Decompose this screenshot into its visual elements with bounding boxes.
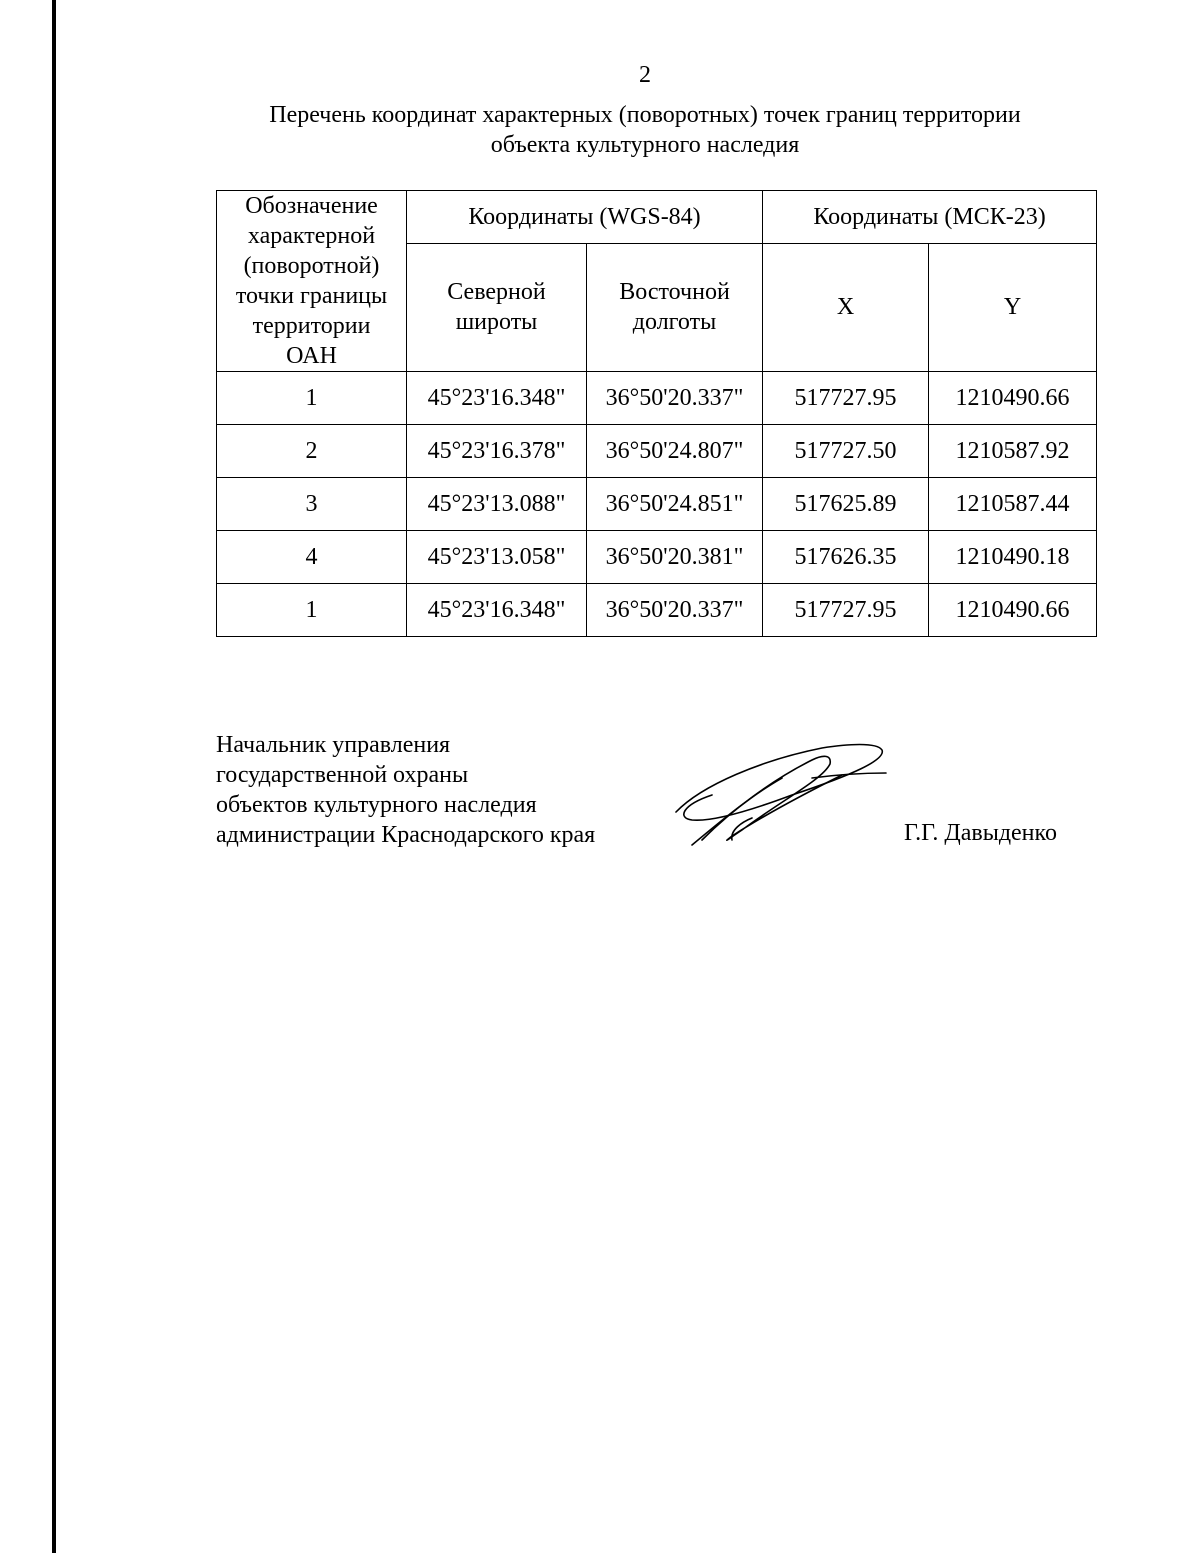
header-north-latitude: Северной широты bbox=[407, 243, 587, 371]
document-title bbox=[200, 100, 1090, 160]
cell-x: 517626.35 bbox=[763, 531, 929, 584]
cell-north: 45°23'13.088" bbox=[407, 478, 587, 531]
cell-east: 36°50'20.337" bbox=[587, 584, 763, 637]
table-row bbox=[217, 372, 1097, 425]
table-row bbox=[217, 425, 1097, 478]
signer-position: Начальник управления государственной охраны объектов культурного наследия администрации Краснодарского края bbox=[216, 732, 596, 848]
header-msk23-group: Координаты (МСК-23) bbox=[763, 191, 1097, 244]
cell-east: 36°50'24.851" bbox=[587, 478, 763, 531]
cell-y: 1210587.44 bbox=[929, 478, 1097, 531]
cell-point: 1 bbox=[217, 584, 407, 637]
header-wgs84-group: Координаты (WGS-84) bbox=[407, 191, 763, 244]
table-row bbox=[217, 531, 1097, 584]
handwritten-signature bbox=[672, 740, 892, 850]
table-row bbox=[217, 478, 1097, 531]
cell-north: 45°23'16.348" bbox=[407, 372, 587, 425]
cell-east: 36°50'20.337" bbox=[587, 372, 763, 425]
header-x: X bbox=[763, 243, 929, 371]
signer-name: Г.Г. Давыденко bbox=[904, 820, 1057, 846]
page-number: 2 bbox=[639, 62, 651, 88]
cell-x: 517727.50 bbox=[763, 425, 929, 478]
table-row bbox=[217, 584, 1097, 637]
header-point-designation: Обозначение характерной (поворотной) точки границы территории ОАН bbox=[217, 191, 407, 372]
cell-east: 36°50'24.807" bbox=[587, 425, 763, 478]
page-edge-bar bbox=[52, 0, 56, 1553]
cell-x: 517727.95 bbox=[763, 372, 929, 425]
cell-y: 1210490.66 bbox=[929, 372, 1097, 425]
cell-point: 2 bbox=[217, 425, 407, 478]
header-east-longitude: Восточной долготы bbox=[587, 243, 763, 371]
table-header-row bbox=[217, 191, 1097, 244]
cell-point: 4 bbox=[217, 531, 407, 584]
cell-x: 517625.89 bbox=[763, 478, 929, 531]
cell-y: 1210490.18 bbox=[929, 531, 1097, 584]
title-line-2: объекта культурного наследия bbox=[490, 132, 800, 158]
cell-point: 1 bbox=[217, 372, 407, 425]
cell-east: 36°50'20.381" bbox=[587, 531, 763, 584]
cell-x: 517727.95 bbox=[763, 584, 929, 637]
title-line-1: Перечень координат характерных (поворотных) точек границ территории bbox=[269, 102, 1021, 128]
cell-point: 3 bbox=[217, 478, 407, 531]
header-y: Y bbox=[929, 243, 1097, 371]
cell-north: 45°23'13.058" bbox=[407, 531, 587, 584]
cell-y: 1210587.92 bbox=[929, 425, 1097, 478]
cell-north: 45°23'16.348" bbox=[407, 584, 587, 637]
coordinates-table bbox=[216, 190, 1097, 637]
cell-y: 1210490.66 bbox=[929, 584, 1097, 637]
cell-north: 45°23'16.378" bbox=[407, 425, 587, 478]
